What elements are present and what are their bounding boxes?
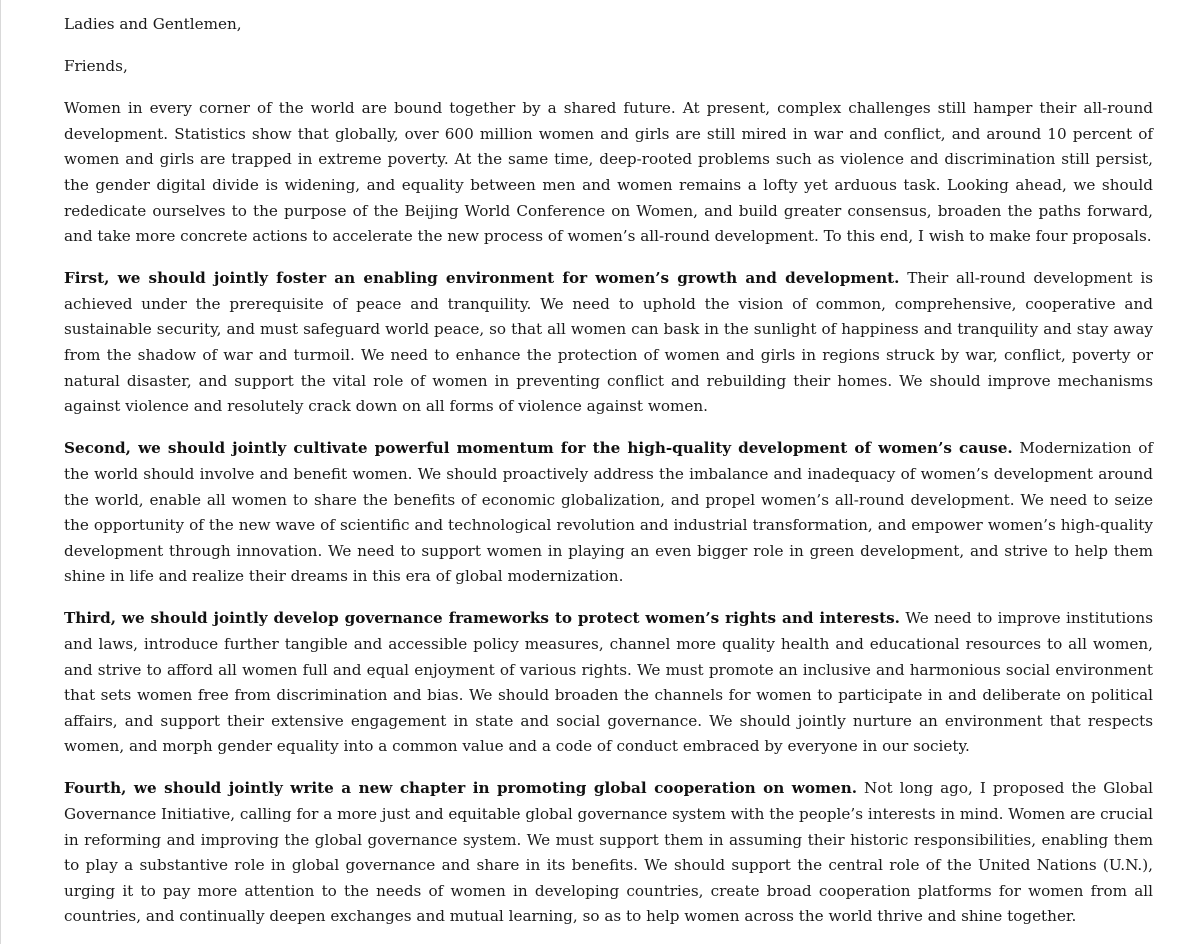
proposal-first-body: Their all-round development is achieved under the prerequisite of peace and tranquility. We need to uphold the vision of common, comprehensive, cooperative and sustainable security, and must safeguard world peace, so that all women can bask in the sunlight of happiness and tranquility and stay away from the shadow of war and turmoil. We need to enhance the protection of women and girls in regions struck by war, conflict, poverty or natural disaster, and support the vital role of women in preventing conflict and rebuilding their homes. We should improve mechanisms against violence and resolutely crack down on all forms of violence against women. [64,269,1153,416]
proposal-second-body: Modernization of the world should involve and benefit women. We should proactively address the imbalance and inadequacy of women’s development around the world, enable all women to share the benefits of economic globalization, and propel women’s all-round development. We need to seize the opportunity of the new wave of scientific and technological revolution and industrial transformation, and empower women’s high-quality development through innovation. We need to support women in playing an even bigger role in green development, and strive to help them shine in life and realize their dreams in this era of global modernization. [64,439,1153,586]
speech-text [64,12,1153,947]
proposal-third-body: We need to improve institutions and laws, introduce further tangible and accessible policy measures, channel more quality health and educational resources to all women, and strive to afford all women full and equal enjoyment of various rights. We must promote an inclusive and harmonious social environment that sets women free from discrimination and bias. We should broaden the channels for women to participate in and deliberate on political affairs, and support their extensive engagement in state and social governance. We should jointly nurture an environment that respects women, and morph gender equality into a common value and a code of conduct embraced by everyone in our society. [64,609,1153,756]
proposal-first-heading: First, we should jointly foster an enabling environment for women’s growth and development. [64,269,900,288]
proposal-fourth-body: Not long ago, I proposed the Global Governance Initiative, calling for a more just and equitable global governance system with the people’s interests in mind. Women are crucial in reforming and improving the global governance system. We must support them in assuming their historic responsibilities, enabling them to play a substantive role in global governance and share in its benefits. We should support the central role of the United Nations (U.N.), urging it to pay more attention to the needs of women in developing countries, create broad cooperation platforms for women from all countries, and continually deepen exchanges and mutual learning, so as to help women across the world thrive and shine together. [64,779,1154,926]
salutation-ladies-gentlemen: Ladies and Gentlemen, [64,15,242,33]
proposal-second-heading: Second, we should jointly cultivate powerful momentum for the high-quality development of women’s cause. [64,439,1013,458]
proposal-third-heading: Third, we should jointly develop governance frameworks to protect women’s rights and interests. [64,609,900,628]
proposal-second-paragraph [64,436,1153,590]
proposal-third-paragraph [64,606,1153,760]
proposal-fourth-paragraph [64,776,1153,930]
proposal-fourth-heading: Fourth, we should jointly write a new chapter in promoting global cooperation on women. [64,779,858,798]
salutation-friends: Friends, [64,57,128,76]
intro-paragraph: Women in every corner of the world are bound together by a shared future. At present, complex challenges still hamper their all-round development. Statistics show that globally, over 600 million women and girls are still mired in war and conflict, and around 10 percent of women and girls are trapped in extreme poverty. At the same time, deep-rooted problems such as violence and discrimination still persist, the gender digital divide is widening, and equality between men and women remains a lofty yet arduous task. Looking ahead, we should rededicate ourselves to the purpose of the Beijing World Conference on Women, and build greater consensus, broaden the paths forward, and take more concrete actions to accelerate the new process of women’s all-round development. To this end, I wish to make four proposals. [64,99,1153,246]
proposal-first-paragraph [64,266,1153,420]
